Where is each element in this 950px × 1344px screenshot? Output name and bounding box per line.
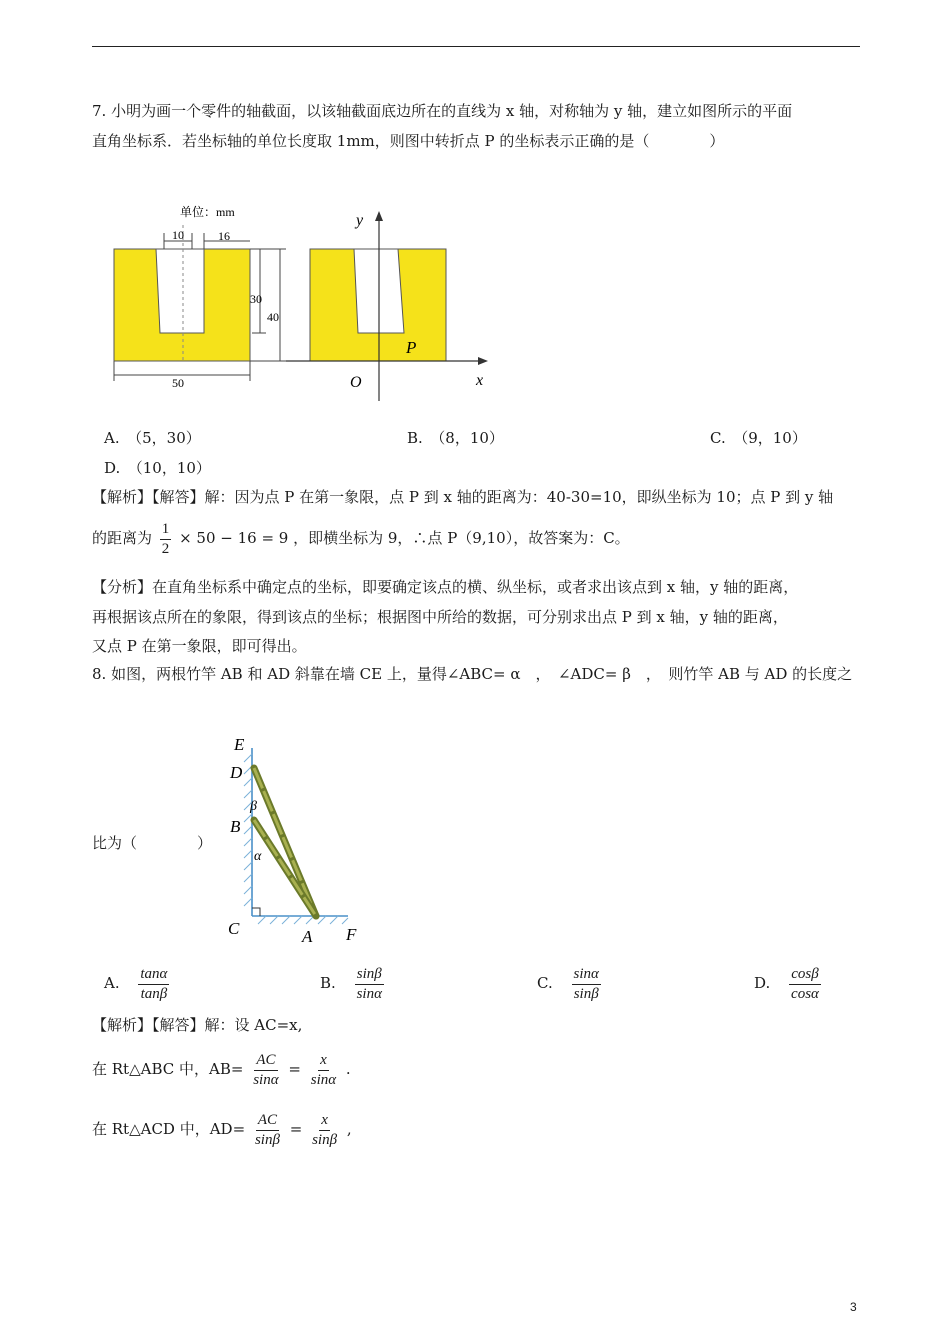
q7-stem-line1: 7. 小明为画一个零件的轴截面，以该轴截面底边所在的直线为 x 轴，对称轴为 y 轴，建立如图所示的平面 xyxy=(92,102,793,120)
q7-option-b[interactable]: B. （8，10） xyxy=(407,429,504,447)
page-number: 3 xyxy=(850,1300,857,1314)
q8-label-e: E xyxy=(234,735,245,754)
q7-dim-30: 30 xyxy=(250,292,262,306)
q7-option-c[interactable]: C. （9，10） xyxy=(710,429,807,447)
q8-figure xyxy=(220,728,380,948)
q7-analysis-line1: 【分析】在直角坐标系中确定点的坐标，即要确定该点的横、纵坐标，或者求出该点到 x 轴，y 轴的距离， xyxy=(92,578,799,596)
q7-origin-label: O xyxy=(350,374,362,391)
q7-option-d[interactable]: D. （10，10） xyxy=(104,459,211,477)
q7-solution-line2: 的距离为 $\frac{1}{2}$ × 50 − 16 = 9 ，即横坐标为 9，∴点 P（9,10），故答案为：C。 xyxy=(92,520,630,557)
q8-label-alpha: α xyxy=(254,849,262,864)
q7-axis-y-label: y xyxy=(356,212,364,229)
q7-right-part xyxy=(310,249,446,361)
q8-solution-line1: 【解析】【解答】解：设 AC=x, xyxy=(92,1016,303,1034)
q7-stem-line2: 直角坐标系．若坐标轴的单位长度取 1mm，则图中转折点 P 的坐标表示正确的是（ ） xyxy=(92,132,725,150)
q7-figure xyxy=(100,195,500,405)
header-rule xyxy=(92,46,860,47)
q7-dim-16: 16 xyxy=(218,229,230,243)
q8-option-c[interactable]: C. $\frac{\sin\alpha}{\sin\beta}$ xyxy=(537,965,599,1002)
q7-expression: × 50 − 16 = 9 xyxy=(179,529,289,547)
q8-label-f: F xyxy=(346,925,357,944)
q7-left-part xyxy=(114,249,250,361)
q7-option-a[interactable]: A. （5，30） xyxy=(104,429,201,447)
q8-solution-line2: 在 Rt△ABC 中，AB= $\frac{AC}{\sin\alpha}$ = $\frac{x}{\sin\alpha}$ . xyxy=(92,1051,351,1088)
q7-dim-10: 10 xyxy=(172,228,184,242)
q8-stem-line1: 8. 如图，两根竹竿 AB 和 AD 斜靠在墙 CE 上，量得∠ABC= α ， ∠ADC= β ， 则竹竿 AB 与 AD 的长度之 xyxy=(92,665,853,683)
q8-label-beta: β xyxy=(250,799,257,814)
q7-axis-x-label: x xyxy=(476,372,484,389)
q7-analysis-line3: 又点 P 在第一象限，即可得出。 xyxy=(92,637,307,655)
q7-analysis-line2: 再根据该点所在的象限，得到该点的坐标；根据图中所给的数据，可分别求出点 P 到 x 轴，y 轴的距离， xyxy=(92,608,788,626)
q8-stem-line2: 比为（ ） xyxy=(92,834,213,852)
q8-label-b: B xyxy=(230,817,241,836)
q7-half-fraction: $\frac{1}{2}$ xyxy=(161,520,170,557)
q7-point-p-label: P xyxy=(406,338,417,357)
q8-option-d[interactable]: D. $\frac{\cos\beta}{\cos\alpha}$ xyxy=(754,965,819,1002)
q7-unit-label: 单位：mm xyxy=(180,205,235,219)
q8-option-b[interactable]: B. $\frac{\sin\beta}{\sin\alpha}$ xyxy=(320,965,382,1002)
q8-option-a[interactable]: A. $\frac{\tan\alpha}{\tan\beta}$ xyxy=(104,965,168,1002)
q8-label-d: D xyxy=(230,763,243,782)
q8-label-c: C xyxy=(228,919,240,938)
q7-solution-line1: 【解析】【解答】解：因为点 P 在第一象限，点 P 到 x 轴的距离为：40-30=10，即纵坐标为 10；点 P 到 y 轴 xyxy=(92,488,834,506)
q8-solution-line3: 在 Rt△ACD 中，AD= $\frac{AC}{\sin\beta}$ = $\frac{x}{\sin\beta}$ , xyxy=(92,1111,352,1148)
q8-label-a: A xyxy=(302,927,313,946)
q7-dim-40: 40 xyxy=(267,310,279,324)
q7-dim-50: 50 xyxy=(172,376,184,390)
